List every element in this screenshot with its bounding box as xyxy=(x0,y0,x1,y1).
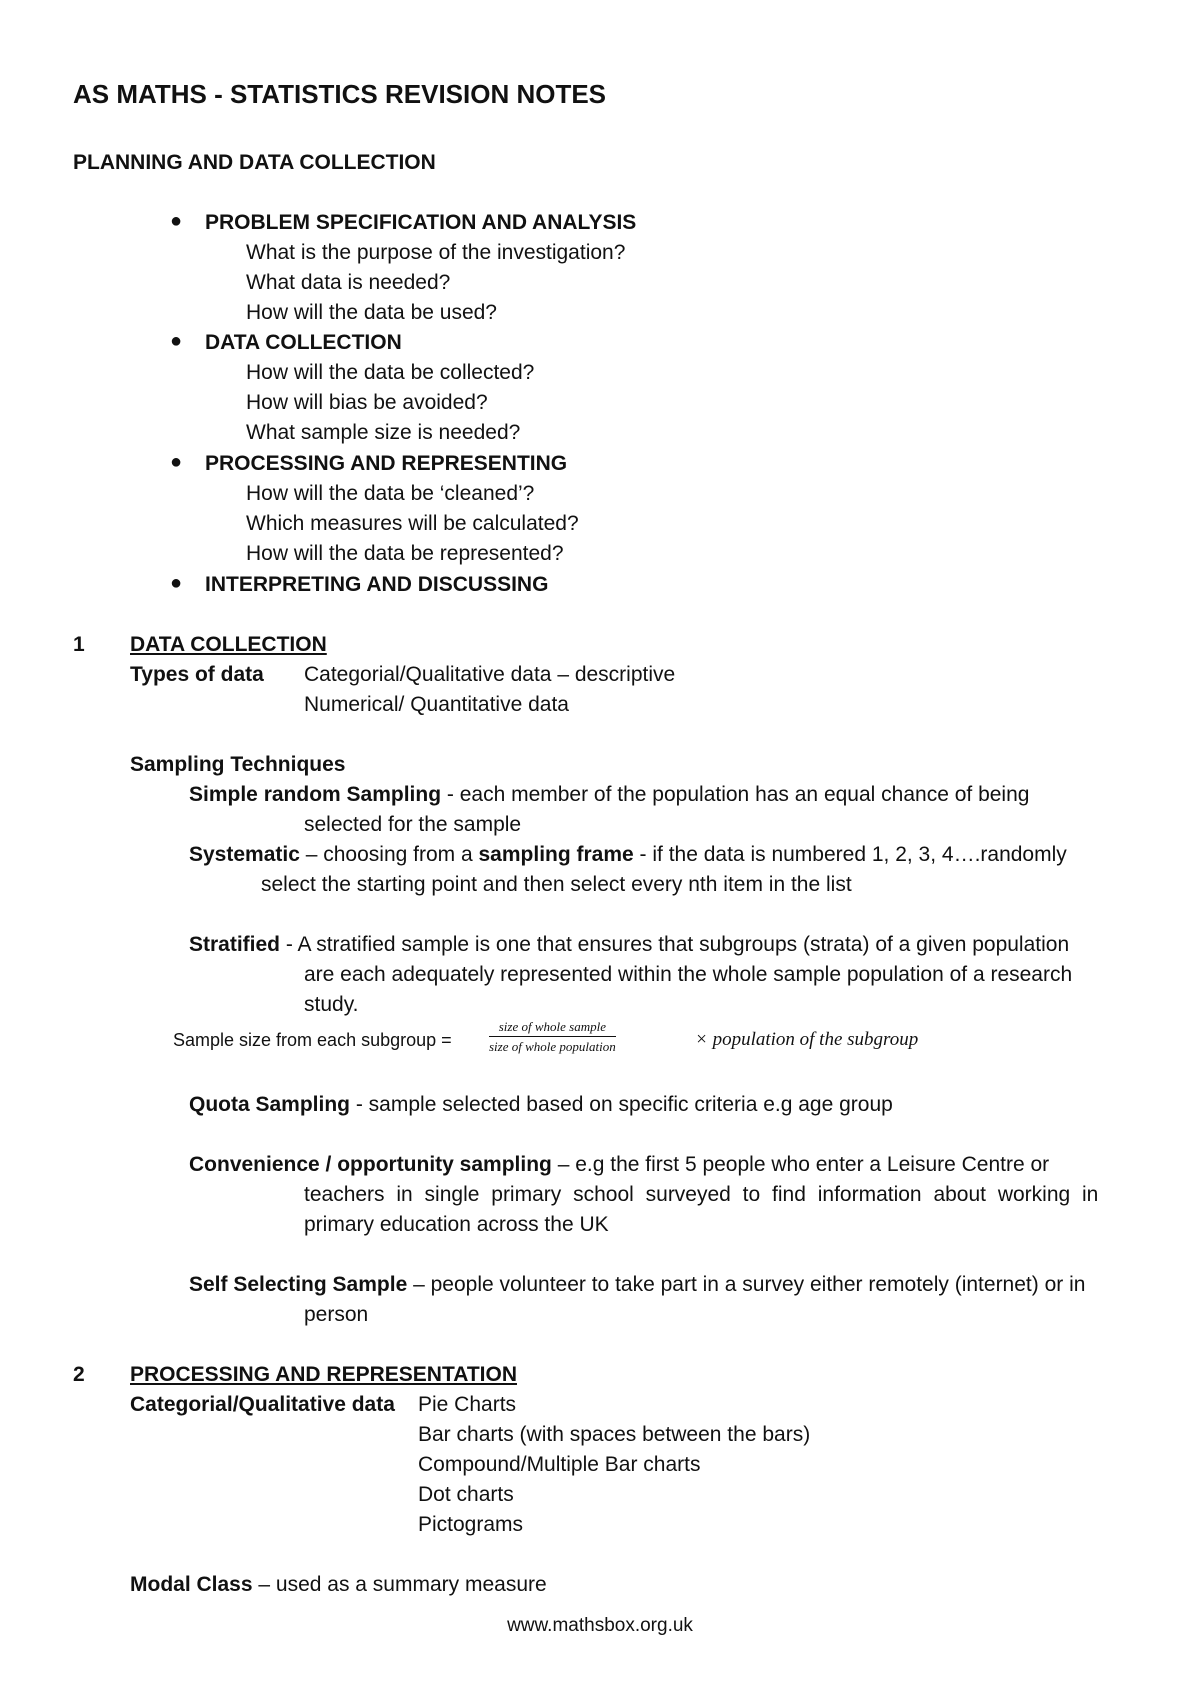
quota-text: - sample selected based on specific criteria e.g age group xyxy=(350,1093,893,1116)
bullet-line: What sample size is needed? xyxy=(246,421,521,444)
convenience-text: teachers in single primary school surveyed to find information about working in xyxy=(304,1183,1099,1206)
types-of-data-label: Types of data xyxy=(130,663,264,686)
bullet-line: How will the data be collected? xyxy=(246,361,535,384)
systematic-text: select the starting point and then select every nth item in the list xyxy=(261,873,852,896)
fraction-bar xyxy=(489,1036,616,1037)
bullet-icon: ● xyxy=(170,572,183,594)
bullet-line: How will the data be ‘cleaned’? xyxy=(246,482,535,505)
stratified-line xyxy=(189,932,1069,958)
stratified-text: study. xyxy=(304,993,359,1016)
bullet-line: How will the data be used? xyxy=(246,301,497,324)
bullet-line: Which measures will be calculated? xyxy=(246,512,579,535)
section-number: 1 xyxy=(73,633,85,656)
simple-random-text: selected for the sample xyxy=(304,813,522,836)
systematic-line xyxy=(189,842,1067,868)
formula-numerator: size of whole sample xyxy=(498,1019,606,1034)
stratified-term: Stratified xyxy=(189,933,281,956)
bullet-line: How will bias be avoided? xyxy=(246,391,488,414)
formula-fraction xyxy=(489,1019,616,1054)
self-selecting-text: – people volunteer to take part in a survey either remotely (internet) or in xyxy=(407,1273,1086,1296)
formula-rhs: × population of the subgroup xyxy=(695,1029,919,1050)
simple-random-line xyxy=(189,782,1029,808)
modal-class-term: Modal Class xyxy=(130,1573,253,1596)
chart-type-item: Compound/Multiple Bar charts xyxy=(418,1453,701,1476)
self-selecting-line xyxy=(189,1272,1085,1298)
modal-class-line xyxy=(130,1572,547,1598)
bullet-line: How will the data be represented? xyxy=(246,542,564,565)
section-heading: DATA COLLECTION xyxy=(130,633,327,656)
convenience-line xyxy=(189,1152,1049,1178)
convenience-term: Convenience / opportunity sampling xyxy=(189,1153,552,1176)
systematic-text: - if the data is numbered 1, 2, 3, 4….randomly xyxy=(633,843,1067,866)
bullet-icon: ● xyxy=(170,451,183,473)
data-type-item: Numerical/ Quantitative data xyxy=(304,693,569,716)
planning-heading: PLANNING AND DATA COLLECTION xyxy=(73,151,436,174)
formula-denominator: size of whole population xyxy=(489,1039,616,1054)
chart-type-item: Dot charts xyxy=(418,1483,514,1506)
self-selecting-term: Self Selecting Sample xyxy=(189,1273,408,1296)
simple-random-term: Simple random Sampling xyxy=(189,783,442,806)
footer-url: www.mathsbox.org.uk xyxy=(507,1615,693,1636)
bullet-line: What data is needed? xyxy=(246,271,451,294)
page-title: AS MATHS - STATISTICS REVISION NOTES xyxy=(73,79,607,109)
stratified-text: are each adequately represented within the whole sample population of a research xyxy=(304,963,1073,986)
bullet-label: DATA COLLECTION xyxy=(205,331,402,354)
section-number: 2 xyxy=(73,1363,85,1386)
sampling-heading: Sampling Techniques xyxy=(130,753,346,776)
quota-term: Quota Sampling xyxy=(189,1093,351,1116)
stratified-text: - A stratified sample is one that ensures that subgroups (strata) of a given population xyxy=(280,933,1070,956)
bullet-label: PROCESSING AND REPRESENTING xyxy=(205,452,568,475)
convenience-text: primary education across the UK xyxy=(304,1213,609,1236)
quota-line xyxy=(189,1092,893,1118)
bullet-line: What is the purpose of the investigation? xyxy=(246,241,626,264)
section-heading: PROCESSING AND REPRESENTATION xyxy=(130,1363,517,1386)
bullet-icon: ● xyxy=(170,210,183,232)
sampling-frame-term: sampling frame xyxy=(478,843,634,866)
bullet-label: INTERPRETING AND DISCUSSING xyxy=(205,573,549,596)
bullet-icon: ● xyxy=(170,330,183,352)
chart-type-item: Pictograms xyxy=(418,1513,524,1536)
formula-lhs: Sample size from each subgroup = xyxy=(173,1030,452,1050)
systematic-text: – choosing from a xyxy=(299,843,479,866)
data-type-item: Categorial/Qualitative data – descriptive xyxy=(304,663,676,686)
chart-type-item: Pie Charts xyxy=(418,1393,517,1416)
modal-class-text: – used as a summary measure xyxy=(252,1573,547,1596)
systematic-term: Systematic xyxy=(189,843,300,866)
categorial-label: Categorial/Qualitative data xyxy=(130,1393,395,1416)
simple-random-text: - each member of the population has an equal chance of being xyxy=(441,783,1030,806)
chart-type-item: Bar charts (with spaces between the bars) xyxy=(418,1423,811,1446)
convenience-text: – e.g the first 5 people who enter a Leisure Centre or xyxy=(551,1153,1050,1176)
bullet-label: PROBLEM SPECIFICATION AND ANALYSIS xyxy=(205,211,637,234)
self-selecting-text: person xyxy=(304,1303,369,1326)
